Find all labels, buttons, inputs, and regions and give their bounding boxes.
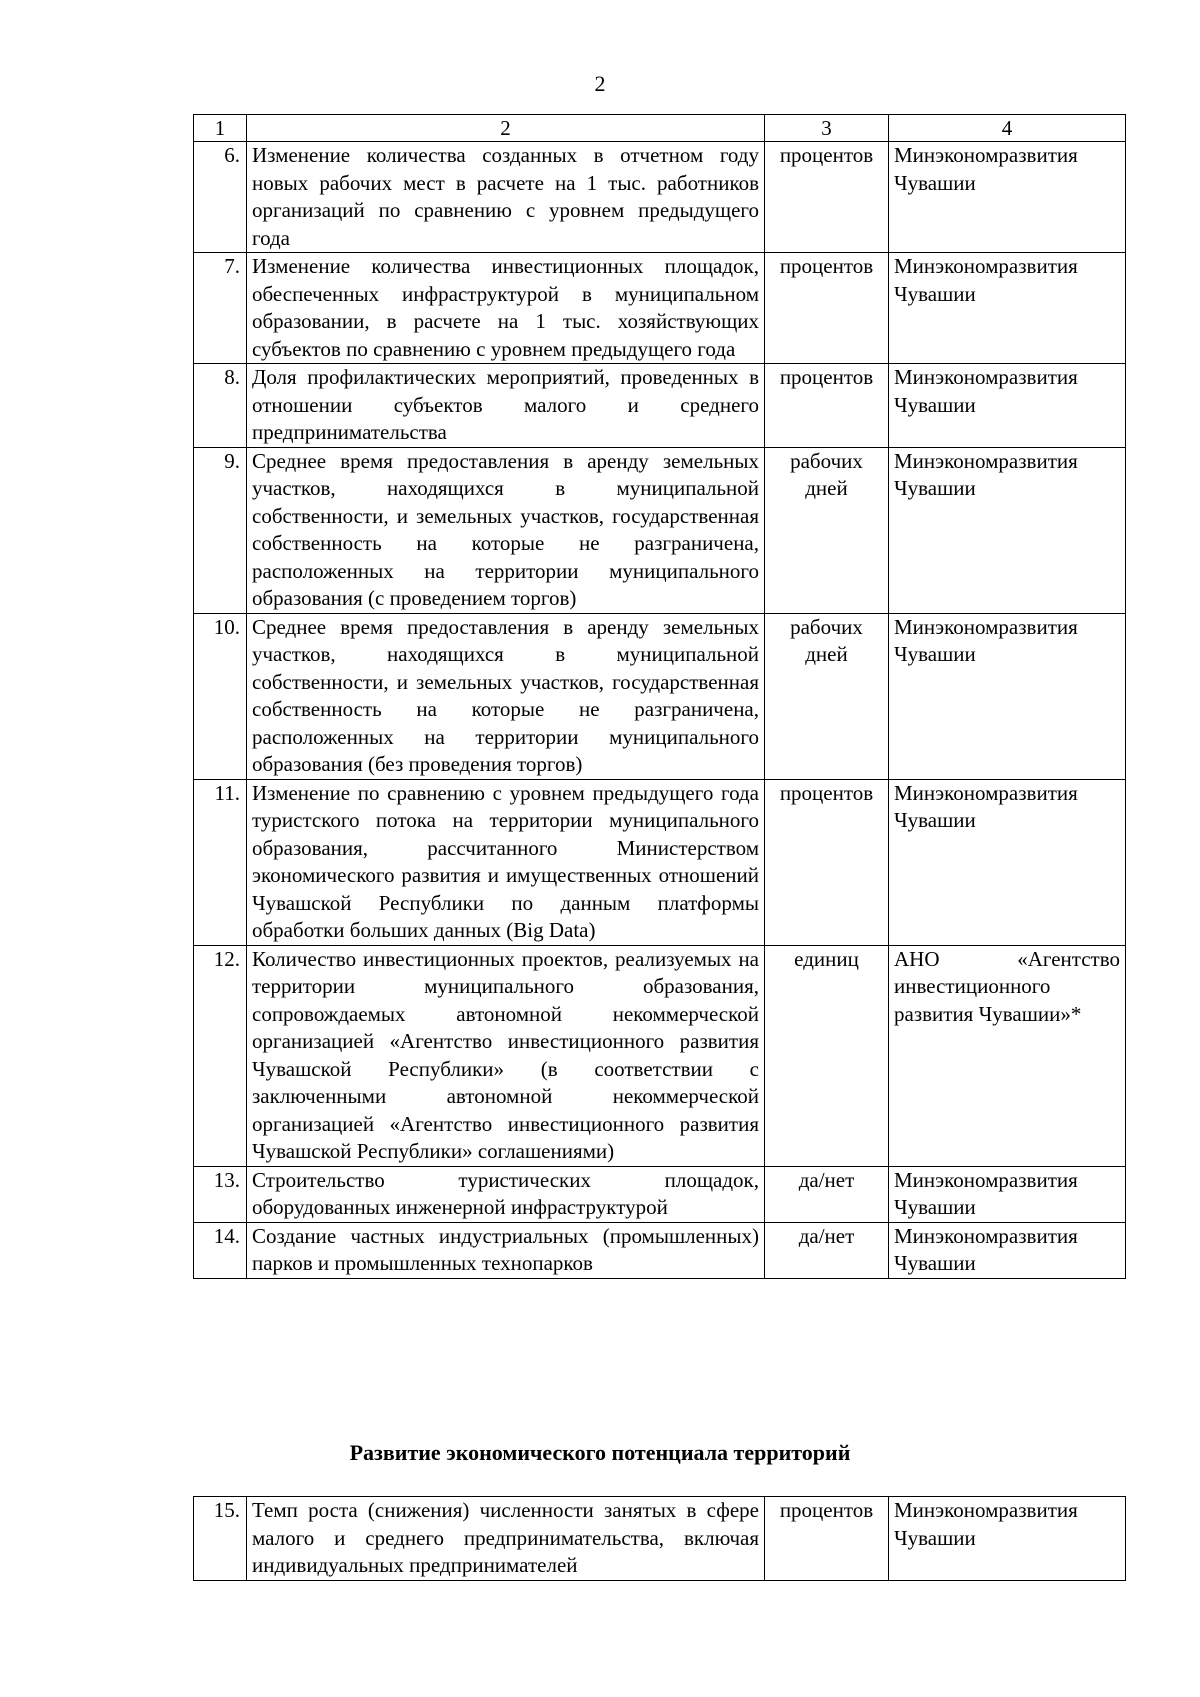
column-header-3: 3: [765, 115, 889, 142]
table-row: [194, 253, 1126, 364]
indicators-table: [193, 114, 1126, 1279]
responsible-body: Минэкономразвития Чувашии: [889, 253, 1126, 364]
responsible-body: Минэкономразвития Чувашии: [889, 142, 1126, 253]
responsible-body: Минэкономразвития Чувашии: [889, 1166, 1126, 1222]
indicator-name: Среднее время предоставления в аренду земельных участков, находящихся в муниципальной собственности, и земельных участков, государственная собственность на которые не разграничена, расположенных на территории муниципального образования (без проведения торгов): [247, 613, 765, 779]
responsible-body: Минэкономразвития Чувашии: [889, 364, 1126, 448]
table-row: [194, 447, 1126, 613]
indicator-name: Создание частных индустриальных (промышленных) парков и промышленных технопарков: [247, 1222, 765, 1278]
unit-of-measure: процентов: [765, 253, 889, 364]
unit-of-measure: рабочих дней: [765, 613, 889, 779]
indicator-name: Изменение количества инвестиционных площадок, обеспеченных инфраструктурой в муниципальном образовании, в расчете на 1 тыс. хозяйствующих субъектов по сравнению с уровнем предыдущего года: [247, 253, 765, 364]
indicators-table-continued: [193, 1496, 1126, 1581]
column-header-4: 4: [889, 115, 1126, 142]
page-number: 2: [594, 71, 606, 96]
row-number: 7.: [194, 253, 247, 364]
responsible-body: Минэкономразвития Чувашии: [889, 447, 1126, 613]
responsible-body: АНО «Агентство инвестиционного развития Чувашии»*: [889, 945, 1126, 1166]
table-row: [194, 779, 1126, 945]
row-number: 9.: [194, 447, 247, 613]
unit-of-measure: да/нет: [765, 1222, 889, 1278]
indicator-name: Доля профилактических мероприятий, проведенных в отношении субъектов малого и среднего предпринимательства: [247, 364, 765, 448]
row-number: 14.: [194, 1222, 247, 1278]
unit-of-measure: да/нет: [765, 1166, 889, 1222]
responsible-body: Минэкономразвития Чувашии: [889, 613, 1126, 779]
row-number: 15.: [194, 1497, 247, 1581]
unit-of-measure: процентов: [765, 142, 889, 253]
row-number: 10.: [194, 613, 247, 779]
table-row: [194, 1166, 1126, 1222]
indicator-name: Количество инвестиционных проектов, реализуемых на территории муниципального образования, сопровождаемых автономной некоммерческой организацией «Агентство инвестиционного развития Чувашской Республики» (в соответствии с заключенными автономной некоммерческой организацией «Агентство инвестиционного развития Чувашской Республики» соглашениями): [247, 945, 765, 1166]
table-row: [194, 613, 1126, 779]
row-number: 12.: [194, 945, 247, 1166]
table-row: [194, 1497, 1126, 1581]
unit-of-measure: процентов: [765, 779, 889, 945]
column-header-2: 2: [247, 115, 765, 142]
indicator-name: Темп роста (снижения) численности занятых в сфере малого и среднего предпринимательства, включая индивидуальных предпринимателей: [247, 1497, 765, 1581]
indicator-name: Среднее время предоставления в аренду земельных участков, находящихся в муниципальной собственности, и земельных участков, государственная собственность на которые не разграничена, расположенных на территории муниципального образования (с проведением торгов): [247, 447, 765, 613]
table-header-row: [194, 115, 1126, 142]
responsible-body: Минэкономразвития Чувашии: [889, 1222, 1126, 1278]
unit-of-measure: процентов: [765, 364, 889, 448]
indicator-name: Строительство туристических площадок, оборудованных инженерной инфраструктурой: [247, 1166, 765, 1222]
row-number: 8.: [194, 364, 247, 448]
responsible-body: Минэкономразвития Чувашии: [889, 779, 1126, 945]
table-row: [194, 945, 1126, 1166]
unit-of-measure: процентов: [765, 1497, 889, 1581]
table-row: [194, 142, 1126, 253]
section-heading: Развитие экономического потенциала территорий: [349, 1440, 851, 1465]
unit-of-measure: рабочих дней: [765, 447, 889, 613]
column-header-1: 1: [194, 115, 247, 142]
row-number: 6.: [194, 142, 247, 253]
indicator-name: Изменение количества созданных в отчетном году новых рабочих мест в расчете на 1 тыс. работников организаций по сравнению с уровнем предыдущего года: [247, 142, 765, 253]
table-row: [194, 1222, 1126, 1278]
responsible-body: Минэкономразвития Чувашии: [889, 1497, 1126, 1581]
indicator-name: Изменение по сравнению с уровнем предыдущего года туристского потока на территории муниципального образования, рассчитанного Министерством экономического развития и имущественных отношений Чувашской Республики по данным платформы обработки больших данных (Big Data): [247, 779, 765, 945]
row-number: 13.: [194, 1166, 247, 1222]
table-row: [194, 364, 1126, 448]
row-number: 11.: [194, 779, 247, 945]
unit-of-measure: единиц: [765, 945, 889, 1166]
